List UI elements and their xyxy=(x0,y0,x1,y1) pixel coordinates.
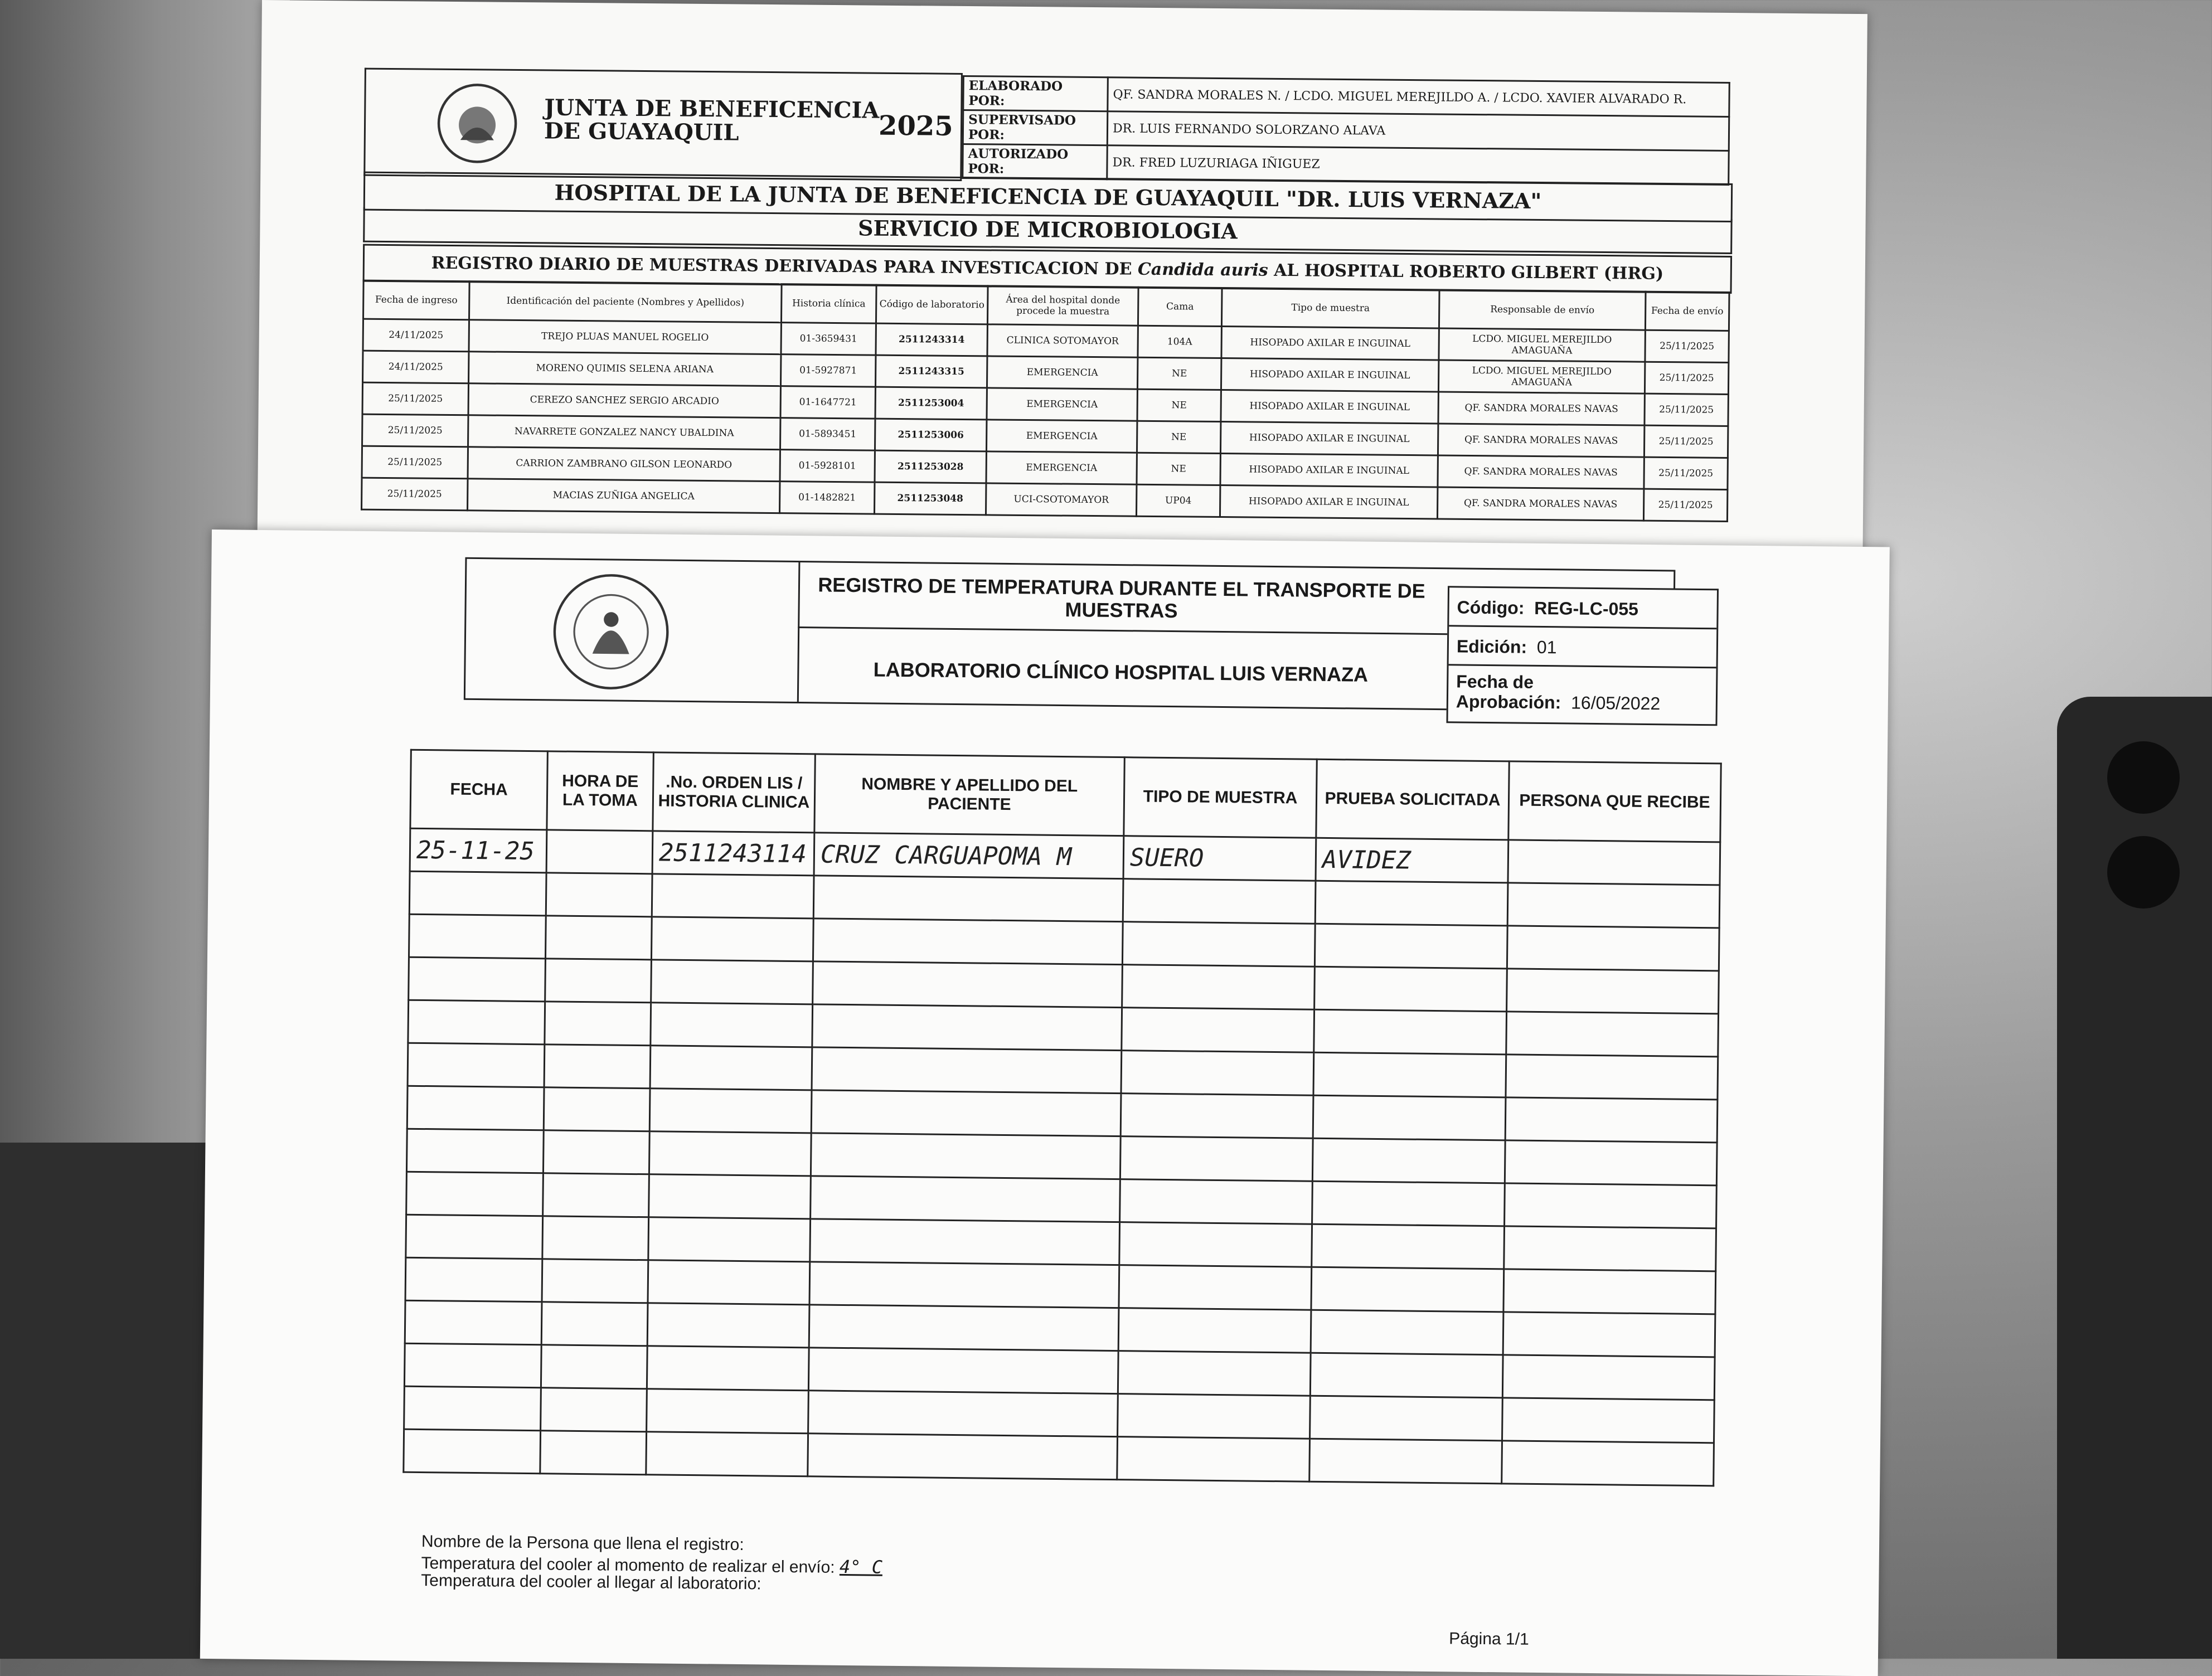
service-title: SERVICIO DE MICROBIOLOGIA xyxy=(363,207,1732,254)
sheet1-column-header: Fecha de envío xyxy=(1645,292,1729,331)
empty-cell[interactable] xyxy=(545,959,652,1003)
form-column-header: FECHA xyxy=(410,750,547,830)
table-cell: 25/11/2025 xyxy=(1644,457,1728,489)
elaborado-value: QF. SANDRA MORALES N. / LCDO. MIGUEL MEREJILDO A. / LCDO. XAVIER ALVARADO R. xyxy=(1108,77,1729,117)
table-cell: 25/11/2025 xyxy=(1644,425,1728,458)
empty-cell[interactable] xyxy=(1120,1094,1313,1139)
form-column-header: TIPO DE MUESTRA xyxy=(1124,757,1317,838)
empty-cell[interactable] xyxy=(1123,879,1316,924)
empty-cell[interactable] xyxy=(813,876,1123,922)
empty-cell[interactable] xyxy=(1117,1437,1310,1482)
footer-temp-arrive-label: Temperatura del cooler al llegar al laboratorio: xyxy=(421,1571,761,1594)
sheet1-header xyxy=(363,68,1730,188)
table-cell: EMERGENCIA xyxy=(986,451,1137,484)
empty-cell[interactable] xyxy=(1119,1222,1312,1267)
empty-cell[interactable] xyxy=(1312,1181,1505,1226)
empty-cell[interactable] xyxy=(404,1343,541,1388)
form-column-header: PRUEBA SOLICITADA xyxy=(1316,759,1509,840)
sheet1-column-header: Responsable de envío xyxy=(1439,290,1646,330)
empty-cell[interactable] xyxy=(647,1303,809,1348)
table-cell: NE xyxy=(1137,453,1220,485)
empty-cell[interactable] xyxy=(808,1391,1118,1437)
sheet1-column-header: Fecha de ingreso xyxy=(363,280,470,320)
handwritten-cell[interactable]: 25-11-25 xyxy=(410,828,547,873)
table-cell: 25/11/2025 xyxy=(362,382,468,415)
empty-cell[interactable] xyxy=(1121,1051,1314,1096)
empty-cell[interactable] xyxy=(1502,1441,1714,1486)
autorizado-value: DR. FRED LUZURIAGA IÑIGUEZ xyxy=(1107,145,1729,185)
empty-cell[interactable] xyxy=(648,1260,810,1305)
case-hole xyxy=(2107,741,2180,814)
empty-cell[interactable] xyxy=(1118,1394,1311,1439)
empty-cell[interactable] xyxy=(406,1172,544,1216)
table-cell: QF. SANDRA MORALES NAVAS xyxy=(1437,487,1643,521)
empty-cell[interactable] xyxy=(650,1046,812,1090)
table-cell: 24/11/2025 xyxy=(363,319,469,352)
empty-cell[interactable] xyxy=(1119,1265,1312,1310)
empty-cell[interactable] xyxy=(541,1388,647,1432)
empty-cell[interactable] xyxy=(810,1219,1120,1265)
empty-cell[interactable] xyxy=(545,1002,651,1046)
form-header xyxy=(464,557,1676,713)
empty-cell[interactable] xyxy=(809,1262,1119,1308)
table-cell: EMERGENCIA xyxy=(987,356,1137,389)
fecha-row xyxy=(1448,665,1716,724)
empty-cell[interactable] xyxy=(543,1130,649,1174)
register-title-part-b: AL HOSPITAL ROBERTO GILBERT (HRG) xyxy=(1268,260,1664,284)
empty-cell[interactable] xyxy=(1506,1055,1718,1100)
empty-cell[interactable] xyxy=(813,919,1123,965)
empty-cell[interactable] xyxy=(1314,966,1507,1012)
empty-cell[interactable] xyxy=(1507,883,1720,928)
table-cell: UCI-CSOTOMAYOR xyxy=(986,483,1136,516)
table-cell: 25/11/2025 xyxy=(1645,394,1728,426)
footer-temp-arrive-line xyxy=(421,1571,761,1594)
empty-cell[interactable] xyxy=(649,1131,811,1176)
empty-cell[interactable] xyxy=(811,1090,1121,1136)
empty-cell[interactable] xyxy=(808,1348,1118,1394)
handwritten-cell[interactable]: CRUZ CARGUAPOMA M xyxy=(814,833,1124,879)
table-cell: 25/11/2025 xyxy=(1643,489,1727,521)
empty-cell[interactable] xyxy=(1122,922,1315,967)
table-cell: NE xyxy=(1137,357,1221,390)
empty-cell[interactable] xyxy=(1118,1308,1311,1353)
table-cell: NE xyxy=(1137,421,1220,453)
empty-cell[interactable] xyxy=(1502,1355,1715,1400)
form-column-header: NOMBRE Y APELLIDO DEL PACIENTE xyxy=(814,754,1124,836)
empty-cell[interactable] xyxy=(405,1257,542,1302)
org-name xyxy=(544,96,880,145)
sheet1-column-header: Área del hospital donde procede la muestra xyxy=(987,286,1138,326)
empty-cell[interactable] xyxy=(406,1215,543,1259)
empty-cell[interactable] xyxy=(811,1176,1120,1222)
form-title: REGISTRO DE TEMPERATURA DURANTE EL TRANSPORTE DE MUESTRAS xyxy=(818,573,1425,623)
empty-cell[interactable] xyxy=(813,961,1123,1008)
document-year: 2025 xyxy=(878,110,953,142)
empty-cell[interactable] xyxy=(409,914,546,959)
empty-cell[interactable] xyxy=(812,1047,1122,1094)
empty-cell[interactable] xyxy=(1313,1052,1506,1097)
empty-cell[interactable] xyxy=(646,1432,808,1476)
table-cell: HISOPADO AXILAR E INGUINAL xyxy=(1221,390,1438,424)
table-cell: MACIAS ZUÑIGA ANGELICA xyxy=(468,479,780,513)
empty-cell[interactable] xyxy=(544,1045,651,1089)
empty-cell[interactable] xyxy=(542,1216,649,1260)
sheet1-column-header: Historia clínica xyxy=(781,284,876,323)
empty-cell[interactable] xyxy=(808,1434,1118,1480)
handwritten-cell[interactable] xyxy=(546,830,653,874)
table-cell: 25/11/2025 xyxy=(362,478,468,511)
empty-cell[interactable] xyxy=(1505,1183,1717,1228)
table-cell: CLINICA SOTOMAYOR xyxy=(987,324,1138,357)
empty-cell[interactable] xyxy=(409,957,546,1002)
background-dark-corner xyxy=(0,1143,234,1659)
table-cell: 2511253006 xyxy=(875,419,986,451)
case-hole xyxy=(2107,836,2180,909)
empty-cell[interactable] xyxy=(1506,1012,1719,1057)
form-column-header: .No. ORDEN LIS / HISTORIA CLINICA xyxy=(653,752,815,833)
empty-cell[interactable] xyxy=(1504,1226,1716,1271)
empty-cell[interactable] xyxy=(407,1086,544,1130)
empty-cell[interactable] xyxy=(1120,1179,1313,1225)
table-cell: TREJO PLUAS MANUEL ROGELIO xyxy=(469,320,781,354)
authorship-table xyxy=(962,75,1730,186)
empty-cell[interactable] xyxy=(652,874,814,919)
table-cell: CEREZO SANCHEZ SERGIO ARCADIO xyxy=(468,383,780,418)
org-name-line2: DE GUAYAQUIL xyxy=(544,118,739,146)
empty-cell[interactable] xyxy=(1314,1009,1507,1055)
table-cell: EMERGENCIA xyxy=(987,388,1137,421)
table-cell: HISOPADO AXILAR E INGUINAL xyxy=(1220,485,1437,519)
form-column-header: HORA DE LA TOMA xyxy=(547,751,653,831)
handwritten-cell[interactable]: AVIDEZ xyxy=(1316,838,1508,883)
empty-cell[interactable] xyxy=(1505,1140,1717,1186)
fecha-label-line2: Aprobación: xyxy=(1456,691,1561,713)
junta-seal-icon xyxy=(435,81,519,166)
fecha-label-line1: Fecha de xyxy=(1456,671,1534,692)
codigo-row xyxy=(1449,587,1717,629)
lab-name: LABORATORIO CLÍNICO HOSPITAL LUIS VERNAZA xyxy=(873,658,1369,686)
sheet1-column-header: Identificación del paciente (Nombres y Apellidos) xyxy=(469,281,782,323)
junta-seal-icon xyxy=(549,570,673,693)
black-case-object xyxy=(2057,697,2212,1659)
empty-cell[interactable] xyxy=(647,1389,809,1434)
empty-cell[interactable] xyxy=(1120,1136,1313,1182)
handwritten-cell[interactable]: 2511243114 xyxy=(652,831,814,876)
hospital-title: HOSPITAL DE LA JUNTA DE BENEFICENCIA DE GUAYAQUIL "DR. LUIS VERNAZA" xyxy=(363,172,1733,222)
table-cell: CARRION ZAMBRANO GILSON LEONARDO xyxy=(468,447,780,482)
empty-cell[interactable] xyxy=(651,960,813,1004)
sheet1-column-header: Tipo de muestra xyxy=(1221,288,1439,328)
edicion-row xyxy=(1449,626,1717,668)
header-divider xyxy=(797,562,801,702)
footer-name-label: Nombre de la Persona que llena el registro: xyxy=(421,1532,744,1554)
empty-cell[interactable] xyxy=(1311,1267,1504,1312)
empty-cell[interactable] xyxy=(648,1217,811,1262)
empty-cell[interactable] xyxy=(544,1087,650,1131)
empty-cell[interactable] xyxy=(649,1174,811,1219)
fecha-value: 16/05/2022 xyxy=(1570,692,1661,714)
empty-cell[interactable] xyxy=(1310,1396,1503,1441)
table-cell: 01-5928101 xyxy=(780,450,875,482)
temperature-transport-form xyxy=(200,529,1890,1676)
table-cell: 01-3659431 xyxy=(781,323,876,355)
empty-cell[interactable] xyxy=(812,1004,1122,1051)
table-cell: 01-5893451 xyxy=(780,418,875,450)
table-cell: QF. SANDRA MORALES NAVAS xyxy=(1438,392,1645,425)
table-cell: 2511243315 xyxy=(875,355,987,388)
empty-cell[interactable] xyxy=(1507,926,1719,971)
table-cell: EMERGENCIA xyxy=(986,420,1137,453)
empty-cell[interactable] xyxy=(1309,1439,1502,1484)
table-cell: 2511253004 xyxy=(875,387,987,420)
empty-cell[interactable] xyxy=(542,1259,648,1303)
edicion-label: Edición: xyxy=(1456,636,1527,657)
table-cell: 01-5927871 xyxy=(780,354,875,387)
empty-cell[interactable] xyxy=(647,1346,809,1391)
footer-temp-send-label: Temperatura del cooler al momento de realizar el envío: xyxy=(421,1554,835,1577)
supervisado-label: SUPERVISADO POR: xyxy=(963,110,1108,145)
empty-cell[interactable] xyxy=(1314,924,1507,969)
table-cell: QF. SANDRA MORALES NAVAS xyxy=(1438,455,1644,489)
table-cell: 25/11/2025 xyxy=(362,414,468,447)
table-cell: LCDO. MIGUEL MEREJILDO AMAGUAÑA xyxy=(1439,328,1645,362)
empty-cell[interactable] xyxy=(809,1305,1119,1351)
empty-cell[interactable] xyxy=(1122,1008,1314,1053)
table-cell: 25/11/2025 xyxy=(1645,330,1729,362)
derived-samples-table xyxy=(361,280,1730,522)
table-cell: 2511253028 xyxy=(875,450,986,483)
table-cell: LCDO. MIGUEL MEREJILDO AMAGUAÑA xyxy=(1438,360,1645,394)
form-code-box xyxy=(1446,586,1719,726)
edicion-value: 01 xyxy=(1536,637,1557,658)
table-cell: 2511243314 xyxy=(876,323,987,356)
sheet1-column-header: Cama xyxy=(1138,287,1222,326)
table-cell: HISOPADO AXILAR E INGUINAL xyxy=(1220,422,1438,455)
empty-cell[interactable] xyxy=(541,1302,648,1346)
empty-cell[interactable] xyxy=(1315,881,1508,926)
empty-cell[interactable] xyxy=(408,1000,545,1045)
table-cell: 24/11/2025 xyxy=(363,351,469,383)
table-cell: 01-1482821 xyxy=(780,482,875,514)
table-cell: HISOPADO AXILAR E INGUINAL xyxy=(1221,358,1438,392)
empty-cell[interactable] xyxy=(1312,1224,1505,1269)
empty-cell[interactable] xyxy=(405,1300,542,1345)
empty-cell[interactable] xyxy=(649,1089,812,1133)
footer-temp-send-value: 4° C xyxy=(839,1556,883,1578)
table-cell: 104A xyxy=(1138,326,1221,358)
empty-cell[interactable] xyxy=(1122,965,1315,1010)
table-cell: NAVARRETE GONZALEZ NANCY UBALDINA xyxy=(468,415,780,450)
empty-cell[interactable] xyxy=(540,1431,647,1475)
empty-cell[interactable] xyxy=(1311,1310,1503,1355)
sheet1-column-header: Código de laboratorio xyxy=(876,285,988,324)
empty-cell[interactable] xyxy=(404,1386,541,1431)
table-cell: 2511253048 xyxy=(874,482,986,515)
table-cell: UP04 xyxy=(1136,484,1220,517)
empty-cell[interactable] xyxy=(546,873,652,917)
table-cell: HISOPADO AXILAR E INGUINAL xyxy=(1220,454,1438,487)
table-cell: QF. SANDRA MORALES NAVAS xyxy=(1438,424,1644,457)
supervisado-value: DR. LUIS FERNANDO SOLORZANO ALAVA xyxy=(1107,111,1729,151)
empty-cell[interactable] xyxy=(409,871,546,916)
register-title-part-a: REGISTRO DIARIO DE MUESTRAS DERIVADAS PARA INVESTICACION DE xyxy=(431,253,1138,279)
empty-cell[interactable] xyxy=(543,1173,649,1217)
handwritten-cell[interactable] xyxy=(1508,840,1720,885)
footer-name-line xyxy=(421,1532,744,1554)
elaborado-label: ELABORADO POR: xyxy=(963,76,1108,111)
empty-cell[interactable] xyxy=(406,1129,544,1173)
empty-cell[interactable] xyxy=(1502,1398,1715,1443)
codigo-value: REG-LC-055 xyxy=(1534,597,1639,619)
codigo-label: Código: xyxy=(1457,597,1525,618)
table-cell: 25/11/2025 xyxy=(362,446,468,479)
table-cell: MORENO QUIMIS SELENA ARIANA xyxy=(469,352,781,386)
register-title-organism: Candida auris xyxy=(1137,259,1268,280)
empty-cell[interactable] xyxy=(1505,1097,1718,1143)
page-number: Página 1/1 xyxy=(1449,1629,1529,1649)
empty-cell[interactable] xyxy=(545,916,652,960)
empty-cell[interactable] xyxy=(1313,1095,1506,1140)
empty-cell[interactable] xyxy=(1312,1138,1505,1183)
empty-cell[interactable] xyxy=(811,1133,1120,1179)
empty-cell[interactable] xyxy=(651,917,813,961)
empty-cell[interactable] xyxy=(408,1043,545,1087)
empty-cell[interactable] xyxy=(651,1003,813,1047)
empty-cell[interactable] xyxy=(1503,1312,1715,1357)
empty-cell[interactable] xyxy=(541,1345,647,1389)
table-cell: 01-1647721 xyxy=(780,386,875,419)
org-logo-cell xyxy=(365,69,962,180)
table-cell: HISOPADO AXILAR E INGUINAL xyxy=(1221,327,1439,360)
empty-cell[interactable] xyxy=(1503,1269,1716,1314)
microbiology-register-sheet xyxy=(257,0,1867,566)
table-cell: NE xyxy=(1137,389,1221,421)
handwritten-cell[interactable]: SUERO xyxy=(1123,836,1316,881)
header-divider xyxy=(798,626,1447,635)
empty-cell[interactable] xyxy=(1310,1353,1503,1398)
empty-cell[interactable] xyxy=(404,1429,541,1474)
org-name-line1: JUNTA DE BENEFICENCIA xyxy=(544,94,880,124)
transport-log-table xyxy=(402,749,1721,1487)
empty-cell[interactable] xyxy=(1507,969,1719,1014)
autorizado-label: AUTORIZADO POR: xyxy=(963,144,1108,179)
table-cell: 25/11/2025 xyxy=(1645,362,1728,394)
empty-cell[interactable] xyxy=(1118,1351,1311,1396)
form-column-header: PERSONA QUE RECIBE xyxy=(1508,761,1721,842)
